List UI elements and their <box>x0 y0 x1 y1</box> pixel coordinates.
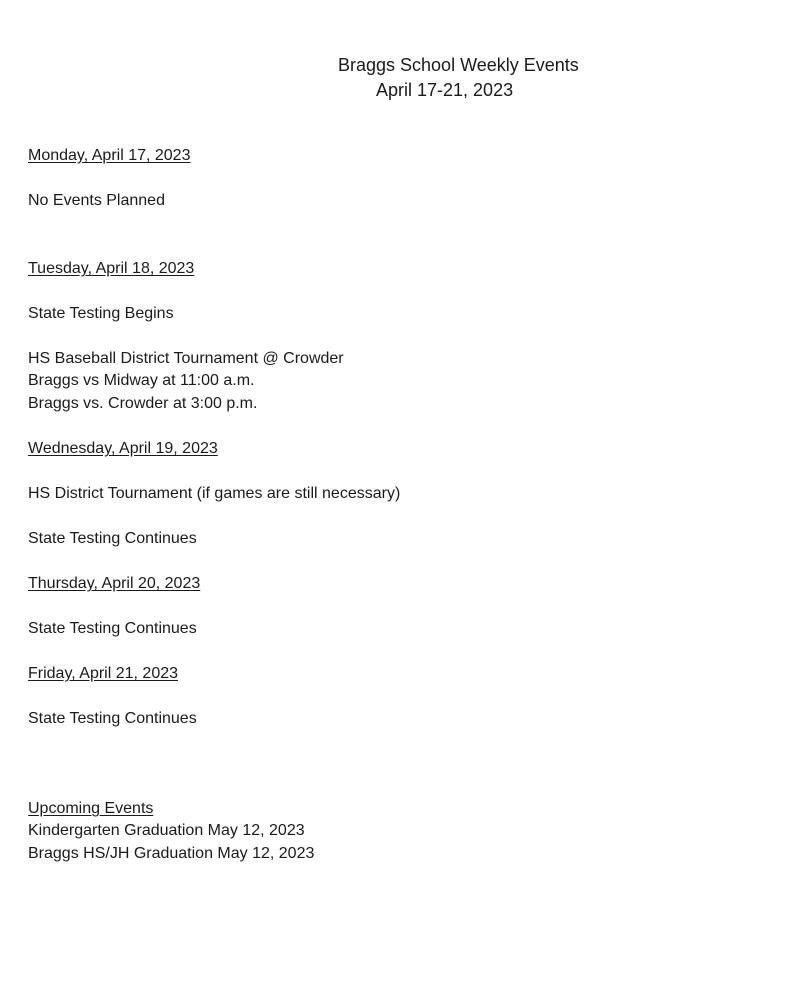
event-item: HS District Tournament (if games are still necessary) <box>28 485 401 502</box>
day-heading-tuesday: Tuesday, April 18, 2023 <box>28 260 195 277</box>
event-item: State Testing Continues <box>28 620 197 637</box>
day-heading-monday: Monday, April 17, 2023 <box>28 147 191 164</box>
event-item: Braggs vs. Crowder at 3:00 p.m. <box>28 395 258 412</box>
event-item: No Events Planned <box>28 192 165 209</box>
document-title: Braggs School Weekly Events <box>338 55 579 75</box>
event-item: Braggs vs Midway at 11:00 a.m. <box>28 372 255 389</box>
day-heading-thursday: Thursday, April 20, 2023 <box>28 575 201 592</box>
document-date-range: April 17-21, 2023 <box>376 80 514 100</box>
event-item: State Testing Begins <box>28 305 174 322</box>
day-heading-friday: Friday, April 21, 2023 <box>28 665 179 682</box>
event-item: HS Baseball District Tournament @ Crowder <box>28 350 344 367</box>
event-item: State Testing Continues <box>28 530 197 547</box>
day-heading-wednesday: Wednesday, April 19, 2023 <box>28 440 218 457</box>
upcoming-event-item: Kindergarten Graduation May 12, 2023 <box>28 822 305 839</box>
event-item: State Testing Continues <box>28 710 197 727</box>
upcoming-event-item: Braggs HS/JH Graduation May 12, 2023 <box>28 845 315 862</box>
upcoming-events-heading: Upcoming Events <box>28 800 154 817</box>
